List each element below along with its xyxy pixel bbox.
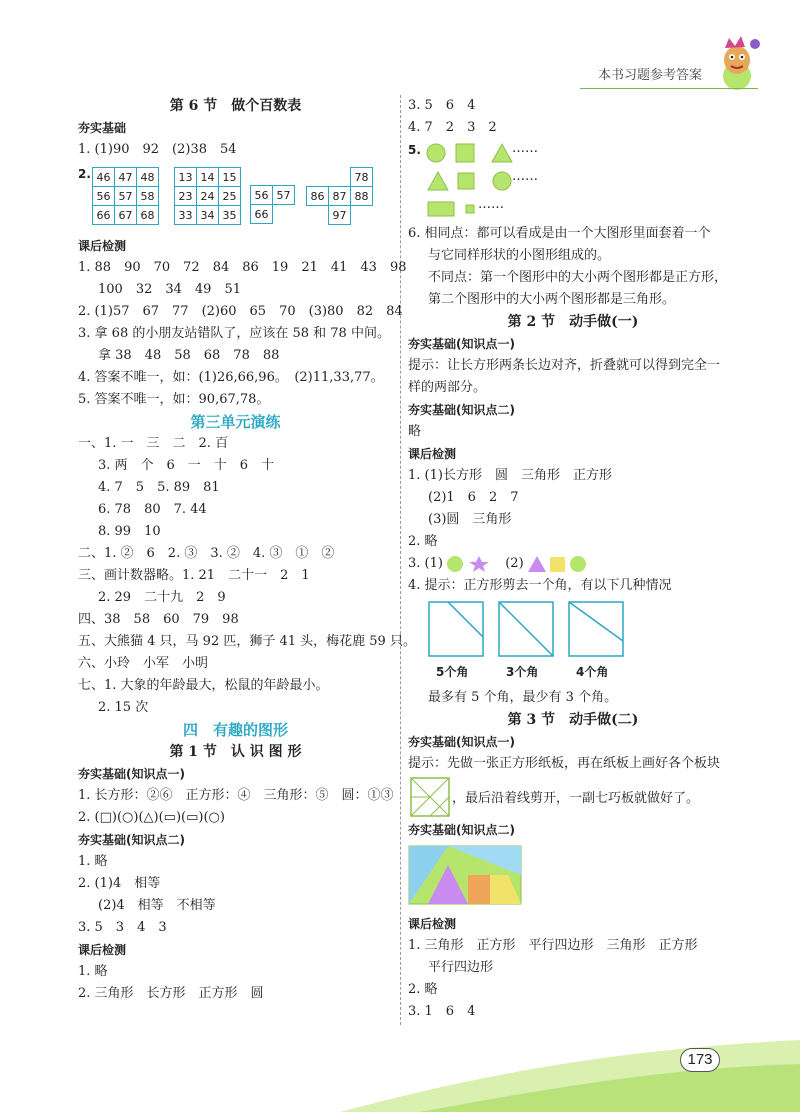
subheading: 课后检测 — [78, 239, 127, 253]
answer-line: 1. (1)90 92 (2)38 54 — [78, 142, 237, 157]
answer-line: 提示：让长方形两条长边对齐，折叠就可以得到完全一 — [408, 358, 721, 373]
answer-line: 1. 长方形：②⑥ 正方形：④ 三角形：⑤ 圆：①③ — [78, 788, 394, 803]
answer-line: 一、1. 一 三 二 2. 百 — [78, 436, 229, 451]
number-grid-3 — [250, 167, 295, 224]
ellipsis: …… — [512, 141, 538, 156]
grid-cell — [273, 205, 295, 224]
shape-pattern-row-1 — [408, 139, 738, 167]
triangle-square-circle-shapes — [528, 555, 588, 573]
answer-line: 六、小玲 小军 小明 — [78, 656, 209, 671]
header-rule — [580, 88, 758, 89]
unit-title: 四 有趣的图形 — [182, 721, 288, 739]
grid-cell: 14 — [197, 168, 219, 187]
grid-cell — [351, 206, 373, 225]
grid-cell: 13 — [175, 168, 197, 187]
shape-sequence — [426, 197, 526, 221]
grid-cell: 86 — [307, 187, 329, 206]
answer-line: 1. 略 — [78, 964, 108, 979]
diagram-caption: 4个角 — [576, 665, 609, 679]
subheading: 夯实基础(知识点一) — [408, 735, 515, 749]
subheading: 课后检测 — [408, 447, 457, 461]
shape-pattern-row-3 — [408, 195, 738, 223]
shape-answer-line — [408, 553, 738, 575]
answer-line: 5. 答案不唯一，如：90,67,78。 — [78, 392, 270, 407]
section-title: 第 2 节 动手做(一) — [507, 314, 639, 330]
header-title: 本书习题参考答案 — [598, 67, 703, 82]
answer-line: 2. 三角形 长方形 正方形 圆 — [78, 986, 264, 1001]
subheading: 夯实基础(知识点二) — [408, 403, 515, 417]
answer-line: 3. 5 6 4 — [408, 98, 476, 113]
grid-cell: 24 — [197, 187, 219, 206]
grid-cell: 88 — [351, 187, 373, 206]
answer-line: 样的两部分。 — [408, 380, 487, 395]
answer-line: 6. 相同点：都可以看成是由一个大图形里面套着一个 — [408, 226, 711, 241]
subheading: 课后检测 — [78, 943, 127, 957]
hundred-chart-answers — [78, 167, 393, 231]
circle-star-shapes — [447, 555, 493, 573]
ellipsis: …… — [478, 197, 504, 212]
grid-cell — [307, 206, 329, 225]
subheading: 夯实基础(知识点二) — [408, 823, 515, 837]
grid-cell — [329, 168, 351, 187]
answer-line: 提示：先做一张正方形纸板，再在纸板上画好各个板块 — [408, 756, 721, 771]
answer-line: 平行四边形 — [428, 960, 494, 975]
answer-line: 2. (□)(○)(△)(▭)(▭)(○) — [78, 810, 225, 825]
answer-line: 1. 略 — [78, 854, 108, 869]
answer-number: 5. — [408, 143, 421, 157]
answer-line: 2. 略 — [408, 534, 438, 549]
answer-label: (2) — [505, 556, 524, 571]
answer-line: 不同点：第一个图形中的大小两个图形都是正方形， — [428, 270, 728, 285]
grid-cell: 25 — [219, 187, 241, 206]
right-column — [408, 95, 738, 1023]
shape-sequence — [426, 169, 526, 193]
grid-cell: 66 — [251, 205, 273, 224]
section-title: 第 3 节 动手做(二) — [507, 712, 639, 728]
subheading: 夯实基础 — [78, 121, 127, 135]
number-grid-4 — [306, 167, 373, 225]
answer-number: 2. — [78, 167, 91, 181]
subheading: 夯实基础(知识点一) — [408, 337, 515, 351]
diagram-caption: 5个角 — [436, 665, 469, 679]
ellipsis: …… — [512, 169, 538, 184]
unit-title: 第三单元演练 — [190, 413, 281, 431]
shape-sequence — [426, 141, 526, 165]
answer-line: 1. 三角形 正方形 平行四边形 三角形 正方形 — [408, 938, 698, 953]
tangram-outline — [410, 777, 450, 817]
subheading: 夯实基础(知识点一) — [78, 767, 185, 781]
answer-line: 1. (1)长方形 圆 三角形 正方形 — [408, 468, 612, 483]
grid-cell: 57 — [273, 186, 295, 205]
number-grid-1 — [92, 167, 159, 225]
tangram-picture — [408, 845, 522, 907]
answer-line: 七、1. 大象的年龄最大，松鼠的年龄最小。 — [78, 678, 329, 693]
cut-square-diagrams — [408, 597, 738, 687]
answer-line: 三、画计数器略。1. 21 二十一 2 1 — [78, 568, 310, 583]
grid-cell: 23 — [175, 187, 197, 206]
answer-line: 2. 略 — [408, 982, 438, 997]
grid-cell: 15 — [219, 168, 241, 187]
subheading: 夯实基础(知识点二) — [78, 833, 185, 847]
grid-cell: 66 — [93, 206, 115, 225]
tangram-hint-row — [408, 775, 738, 819]
answer-line: 2. 15 次 — [98, 700, 149, 715]
square-cut-5-corners — [428, 601, 484, 657]
grid-cell: 48 — [137, 168, 159, 187]
left-column — [78, 95, 416, 1005]
square-cut-4-corners — [568, 601, 624, 657]
grid-cell: 67 — [115, 206, 137, 225]
grid-cell: 87 — [329, 187, 351, 206]
grid-cell: 56 — [251, 186, 273, 205]
number-grid-2 — [174, 167, 241, 225]
answer-line: 与它同样形状的小图形组成的。 — [428, 248, 611, 263]
answer-line: 2. 29 二十九 2 9 — [98, 590, 226, 605]
answer-line: (2)1 6 2 7 — [428, 490, 519, 505]
grid-cell: 97 — [329, 206, 351, 225]
grid-cell: 56 — [93, 187, 115, 206]
answer-line: 二、1. ② 6 2. ③ 3. ② 4. ③ ① ② — [78, 546, 335, 561]
grid-cell: 78 — [351, 168, 373, 187]
grid-cell — [251, 167, 273, 186]
answer-line: 100 32 34 49 51 — [98, 282, 241, 297]
answer-line: 四、38 58 60 79 98 — [78, 612, 239, 627]
answer-line: 1. 88 90 70 72 84 86 19 21 41 43 98 — [78, 260, 407, 275]
grid-cell: 34 — [197, 206, 219, 225]
section-title: 第 1 节 认 识 图 形 — [169, 744, 302, 760]
grid-cell: 47 — [115, 168, 137, 187]
answer-line: 6. 78 80 7. 44 — [98, 502, 207, 517]
answer-line: 最多有 5 个角，最少有 3 个角。 — [428, 690, 618, 705]
shape-pattern-row-2 — [408, 167, 738, 195]
grid-cell: 58 — [137, 187, 159, 206]
section-title: 第 6 节 做个百数表 — [169, 98, 302, 114]
answer-label: 3. (1) — [408, 556, 443, 571]
answer-line: 2. (1)4 相等 — [78, 876, 161, 891]
answer-line: 3. 拿 68 的小朋友站错队了，应该在 58 和 78 中间。 — [78, 326, 390, 341]
grid-cell — [273, 167, 295, 186]
answer-line: 8. 99 10 — [98, 524, 161, 539]
answer-line: 2. (1)57 67 77 (2)60 65 70 (3)80 82 84 — [78, 304, 403, 319]
mascot-illustration — [715, 30, 765, 92]
answer-line: 第二个图形中的大小两个图形都是三角形。 — [428, 292, 676, 307]
subheading: 课后检测 — [408, 917, 457, 931]
answer-line: 3. 1 6 4 — [408, 1004, 476, 1019]
page-number: 173 — [680, 1048, 720, 1072]
grid-cell: 35 — [219, 206, 241, 225]
grid-cell — [307, 168, 329, 187]
answer-line: 略 — [408, 424, 422, 439]
grid-cell: 46 — [93, 168, 115, 187]
answer-line: 4. 7 2 3 2 — [408, 120, 497, 135]
answer-line: 五、大熊猫 4 只，马 92 匹，狮子 41 头，梅花鹿 59 只。 — [78, 634, 416, 649]
footer-wave — [0, 1020, 800, 1112]
grid-cell: 57 — [115, 187, 137, 206]
answer-line: 4. 提示：正方形剪去一个角，有以下几种情况 — [408, 578, 672, 593]
grid-cell: 68 — [137, 206, 159, 225]
answer-line: (3)圆 三角形 — [428, 512, 512, 527]
column-divider — [400, 95, 401, 1025]
answer-line: 4. 答案不唯一，如：(1)26,66,96。 (2)11,33,77。 — [78, 370, 384, 385]
square-cut-3-corners — [498, 601, 554, 657]
grid-cell: 33 — [175, 206, 197, 225]
diagram-caption: 3个角 — [506, 665, 539, 679]
answer-line: (2)4 相等 不相等 — [98, 898, 216, 913]
answer-line: 4. 7 5 5. 89 81 — [98, 480, 220, 495]
answer-line: ，最后沿着线剪开，一副七巧板就做好了。 — [452, 791, 700, 806]
answer-line: 拿 38 48 58 68 78 88 — [98, 348, 280, 363]
answer-line: 3. 两 个 6 一 十 6 十 — [98, 458, 275, 473]
answer-line: 3. 5 3 4 3 — [78, 920, 167, 935]
